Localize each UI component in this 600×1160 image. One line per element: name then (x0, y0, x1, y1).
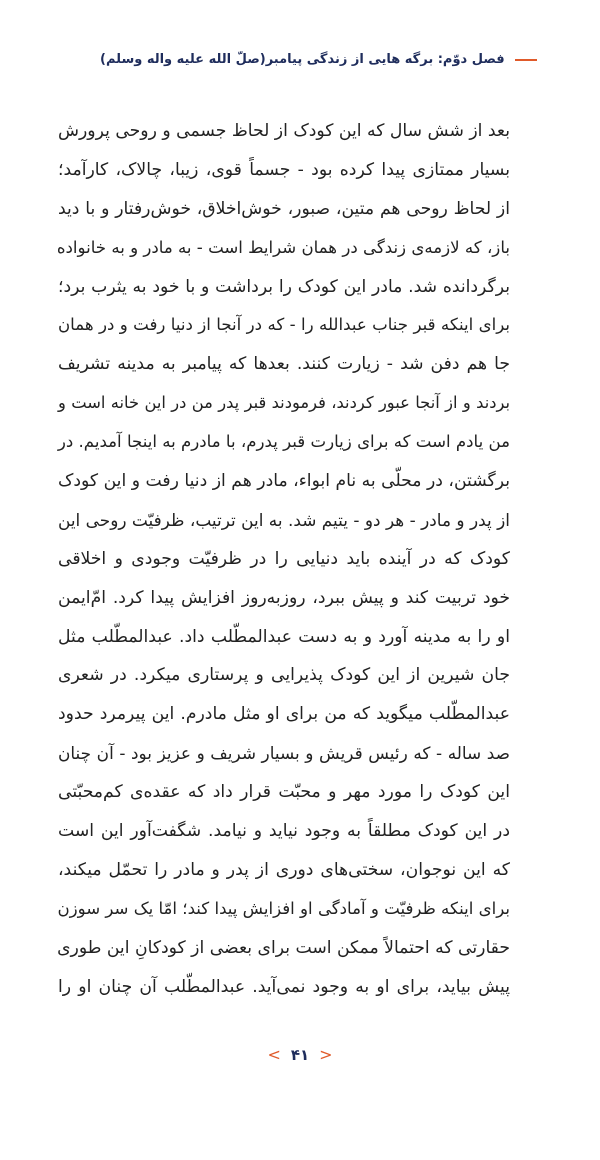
text-line: عبدالمطّلب میگوید که من برای او مثل مادرم. این پیرمرد حدود (58, 704, 510, 725)
text-line: این کودک را مورد مهر و محبّت قرار داد که عقده‌ی کم‌محبّتی (58, 782, 510, 803)
page-number: ۴۱ (290, 1045, 310, 1064)
text-line: او را به مدینه آورد و به دست عبدالمطّلب داد. عبدالمطّلب مثل (58, 626, 510, 647)
text-line: جا هم دفن شد - زیارت کنند. بعدها که پیامبر به مدینه تشریف (58, 354, 510, 375)
text-line: خود تربیت کند و پیش ببرد، روزبه‌روز افزایش پیدا کرد. امّ‌ایمن (58, 587, 510, 608)
chevron-right-icon: > (319, 1045, 333, 1064)
page-footer (0, 1045, 600, 1064)
text-line: بسیار ممتازی پیدا کرده بود - جسماً قوی، زیبا، چالاک، کارآمد؛ (58, 159, 510, 180)
text-line: برگشتن، در محلّی به نام ابواء، مادر هم از دنیا رفت و این کودک (58, 471, 510, 492)
text-line: از لحاظ روحی هم متین، صبور، خوش‌اخلاق، خوش‌رفتار و با دید (58, 198, 510, 219)
text-line: جان شیرین از این کودک پذیرایی و پرستاری میکرد. در شعری (58, 665, 510, 686)
chevron-left-icon: < (267, 1045, 281, 1064)
text-line: باز، که لازمه‌ی زندگی در همان شرایط است - به مادر و به خانواده (56, 237, 510, 257)
text-line: حقارتی که احتمالاً ممکن است برای بعضی از کودکانِ این طوری (57, 937, 510, 958)
text-line: که این نوجوان، سختی‌های دوری از پدر و مادر را تحمّل میکند، (58, 859, 510, 880)
text-line: برگردانده شد. مادر این کودک را برداشت و با خود به یثرب برد؛ (58, 276, 510, 297)
text-line: در این کودک مطلقاً به وجود نیاید و نیامد. شگفت‌آور این است (58, 821, 510, 842)
text-line: کودک که در آینده باید دنیایی را در ظرفیّت وجودی و اخلاقی (58, 548, 510, 569)
running-header (100, 52, 505, 67)
text-line: برای اینکه ظرفیّت و آمادگی او افزایش پیدا کند؛ امّا یک سر سوزن (57, 898, 510, 918)
text-line: برای اینکه قبر جناب عبدالله را - که در آنجا از دنیا رفت و در همان (58, 315, 510, 335)
header-rule (515, 59, 537, 61)
text-line: بعد از شش سال که این کودک از لحاظ جسمی و روحی پرورش (58, 121, 510, 141)
chapter-title: فصل دوّم: برگه هایی از زندگی پیامبر(صلّ الله علیه واله وسلم) (100, 52, 505, 67)
text-line: من یادم است که برای زیارت قبر پدرم، با مادرم به اینجا آمدیم. در (57, 432, 510, 452)
text-line: پیش بیاید، برای او به وجود نمی‌آید. عبدالمطّلب آن چنان او را (58, 976, 510, 997)
text-line: بردند و از آنجا عبور کردند، فرمودند قبر پدر من در این خانه است و (58, 393, 510, 413)
text-line: صد ساله - که رئیس قریش و بسیار شریف و عزیز بود - آن چنان (58, 743, 510, 764)
body-text (58, 112, 510, 1006)
text-line: از پدر و مادر - هر دو - یتیم شد. به این ترتیب، ظرفیّت روحی این (58, 509, 510, 530)
